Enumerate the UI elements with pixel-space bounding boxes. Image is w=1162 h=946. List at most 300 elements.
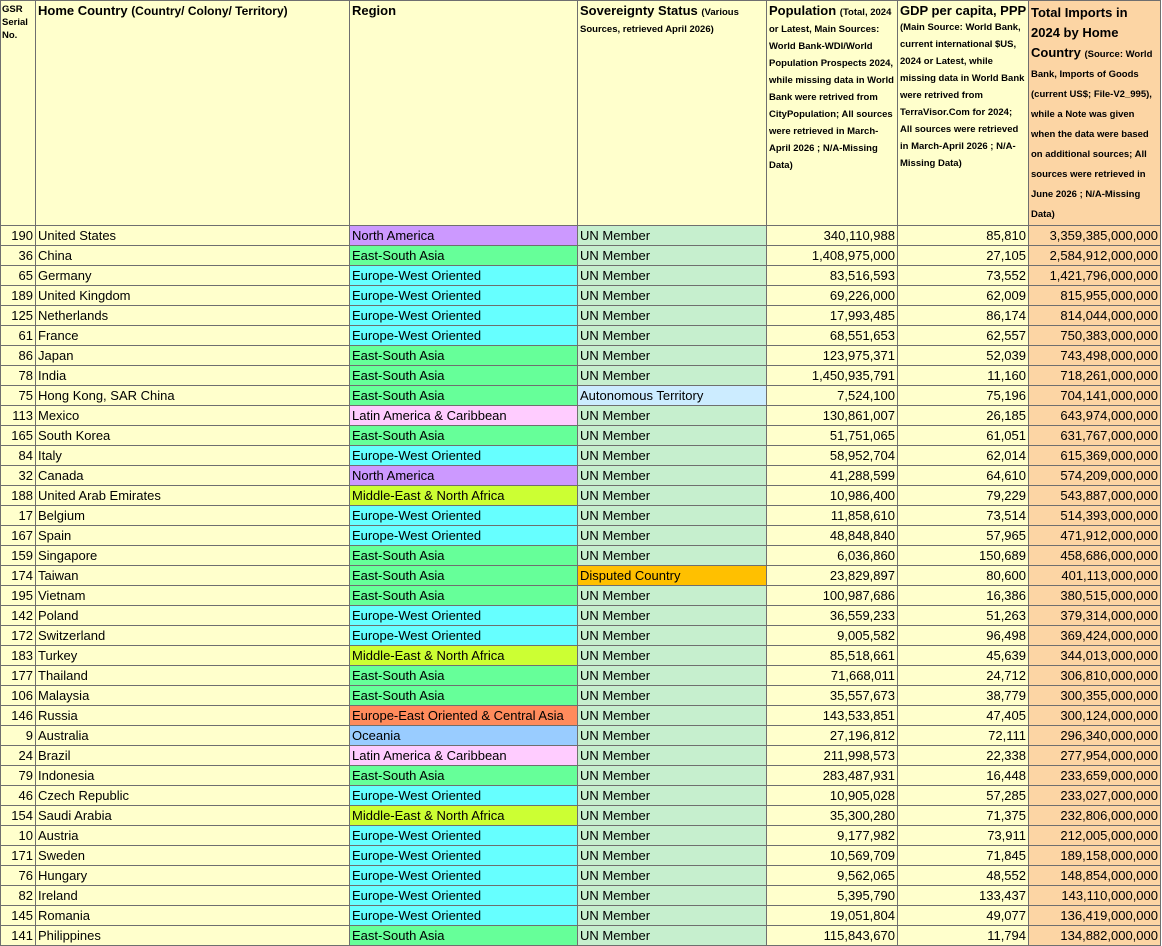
cell-imports[interactable]: 300,355,000,000 (1029, 686, 1161, 706)
cell-country[interactable]: Hong Kong, SAR China (36, 386, 350, 406)
header-country-title: Home Country (38, 3, 128, 18)
cell-gsr[interactable]: 146 (1, 706, 36, 726)
cell-imports[interactable]: 306,810,000,000 (1029, 666, 1161, 686)
cell-population[interactable]: 27,196,812 (767, 726, 898, 746)
cell-gdp[interactable]: 62,014 (898, 446, 1029, 466)
cell-region[interactable]: Oceania (350, 726, 578, 746)
cell-country[interactable]: Japan (36, 346, 350, 366)
table-row[interactable] (1, 846, 1161, 866)
cell-status[interactable]: Disputed Country (578, 566, 767, 586)
cell-population[interactable]: 35,300,280 (767, 806, 898, 826)
cell-gdp[interactable]: 48,552 (898, 866, 1029, 886)
cell-imports[interactable]: 380,515,000,000 (1029, 586, 1161, 606)
cell-gsr[interactable]: 165 (1, 426, 36, 446)
header-region[interactable] (350, 1, 578, 226)
cell-population[interactable]: 69,226,000 (767, 286, 898, 306)
cell-region[interactable]: East-South Asia (350, 586, 578, 606)
cell-imports[interactable]: 815,955,000,000 (1029, 286, 1161, 306)
cell-imports[interactable]: 233,027,000,000 (1029, 786, 1161, 806)
cell-imports[interactable]: 134,882,000,000 (1029, 926, 1161, 946)
cell-gdp[interactable]: 47,405 (898, 706, 1029, 726)
cell-gsr[interactable]: 183 (1, 646, 36, 666)
cell-gdp[interactable]: 86,174 (898, 306, 1029, 326)
header-sovereignty[interactable] (578, 1, 767, 226)
header-country[interactable] (36, 1, 350, 226)
table-row[interactable] (1, 786, 1161, 806)
cell-gdp[interactable]: 38,779 (898, 686, 1029, 706)
table-row[interactable] (1, 546, 1161, 566)
cell-region[interactable]: East-South Asia (350, 546, 578, 566)
cell-region[interactable]: Europe-West Oriented (350, 526, 578, 546)
cell-region[interactable]: East-South Asia (350, 566, 578, 586)
cell-country[interactable]: Thailand (36, 666, 350, 686)
cell-gdp[interactable]: 71,375 (898, 806, 1029, 826)
cell-imports[interactable]: 1,421,796,000,000 (1029, 266, 1161, 286)
cell-country[interactable]: Hungary (36, 866, 350, 886)
cell-imports[interactable]: 369,424,000,000 (1029, 626, 1161, 646)
cell-status[interactable]: UN Member (578, 546, 767, 566)
cell-region[interactable]: East-South Asia (350, 366, 578, 386)
cell-gsr[interactable]: 172 (1, 626, 36, 646)
header-population[interactable] (767, 1, 898, 226)
table-row[interactable] (1, 506, 1161, 526)
cell-country[interactable]: United States (36, 226, 350, 246)
cell-gsr[interactable]: 106 (1, 686, 36, 706)
cell-imports[interactable]: 344,013,000,000 (1029, 646, 1161, 666)
cell-gdp[interactable]: 62,557 (898, 326, 1029, 346)
cell-population[interactable]: 85,518,661 (767, 646, 898, 666)
table-row[interactable] (1, 906, 1161, 926)
cell-status[interactable]: UN Member (578, 306, 767, 326)
cell-gdp[interactable]: 75,196 (898, 386, 1029, 406)
table-row[interactable] (1, 526, 1161, 546)
cell-imports[interactable]: 631,767,000,000 (1029, 426, 1161, 446)
cell-country[interactable]: Germany (36, 266, 350, 286)
header-region-title: Region (352, 3, 397, 18)
table-row[interactable] (1, 226, 1161, 246)
cell-region[interactable]: Europe-West Oriented (350, 886, 578, 906)
cell-imports[interactable]: 143,110,000,000 (1029, 886, 1161, 906)
cell-country[interactable]: China (36, 246, 350, 266)
cell-population[interactable]: 35,557,673 (767, 686, 898, 706)
cell-imports[interactable]: 277,954,000,000 (1029, 746, 1161, 766)
table-row[interactable] (1, 246, 1161, 266)
cell-population[interactable]: 10,569,709 (767, 846, 898, 866)
cell-region[interactable]: East-South Asia (350, 926, 578, 946)
cell-region[interactable]: Europe-West Oriented (350, 446, 578, 466)
cell-gsr[interactable]: 32 (1, 466, 36, 486)
cell-population[interactable]: 130,861,007 (767, 406, 898, 426)
cell-region[interactable]: Europe-East Oriented & Central Asia (350, 706, 578, 726)
cell-population[interactable]: 9,177,982 (767, 826, 898, 846)
cell-status[interactable]: UN Member (578, 646, 767, 666)
cell-region[interactable]: Europe-West Oriented (350, 906, 578, 926)
cell-imports[interactable]: 401,113,000,000 (1029, 566, 1161, 586)
cell-region[interactable]: Europe-West Oriented (350, 326, 578, 346)
cell-gdp[interactable]: 71,845 (898, 846, 1029, 866)
cell-gsr[interactable]: 24 (1, 746, 36, 766)
cell-gsr[interactable]: 76 (1, 866, 36, 886)
cell-population[interactable]: 143,533,851 (767, 706, 898, 726)
cell-gsr[interactable]: 61 (1, 326, 36, 346)
cell-gsr[interactable]: 195 (1, 586, 36, 606)
cell-country[interactable]: Mexico (36, 406, 350, 426)
table-row[interactable] (1, 926, 1161, 946)
table-row[interactable] (1, 886, 1161, 906)
cell-gsr[interactable]: 171 (1, 846, 36, 866)
cell-gsr[interactable]: 65 (1, 266, 36, 286)
cell-region[interactable]: East-South Asia (350, 426, 578, 446)
cell-region[interactable]: East-South Asia (350, 246, 578, 266)
cell-country[interactable]: Netherlands (36, 306, 350, 326)
cell-imports[interactable]: 300,124,000,000 (1029, 706, 1161, 726)
cell-region[interactable]: Europe-West Oriented (350, 786, 578, 806)
cell-gdp[interactable]: 22,338 (898, 746, 1029, 766)
cell-country[interactable]: Ireland (36, 886, 350, 906)
table-row[interactable] (1, 646, 1161, 666)
cell-imports[interactable]: 750,383,000,000 (1029, 326, 1161, 346)
cell-status[interactable]: UN Member (578, 446, 767, 466)
cell-population[interactable]: 10,986,400 (767, 486, 898, 506)
cell-gsr[interactable]: 10 (1, 826, 36, 846)
cell-gdp[interactable]: 26,185 (898, 406, 1029, 426)
cell-imports[interactable]: 189,158,000,000 (1029, 846, 1161, 866)
table-row[interactable] (1, 266, 1161, 286)
table-row[interactable] (1, 426, 1161, 446)
table-row[interactable] (1, 386, 1161, 406)
cell-population[interactable]: 36,559,233 (767, 606, 898, 626)
cell-population[interactable]: 10,905,028 (767, 786, 898, 806)
cell-gsr[interactable]: 113 (1, 406, 36, 426)
cell-country[interactable]: South Korea (36, 426, 350, 446)
header-imports[interactable] (1029, 1, 1161, 226)
cell-country[interactable]: Italy (36, 446, 350, 466)
cell-gsr[interactable]: 125 (1, 306, 36, 326)
cell-gdp[interactable]: 45,639 (898, 646, 1029, 666)
table-row[interactable] (1, 866, 1161, 886)
table-row[interactable] (1, 346, 1161, 366)
cell-gdp[interactable]: 11,794 (898, 926, 1029, 946)
table-row[interactable] (1, 826, 1161, 846)
cell-gsr[interactable]: 82 (1, 886, 36, 906)
cell-population[interactable]: 7,524,100 (767, 386, 898, 406)
cell-gsr[interactable]: 159 (1, 546, 36, 566)
cell-region[interactable]: Europe-West Oriented (350, 626, 578, 646)
cell-country[interactable]: Brazil (36, 746, 350, 766)
cell-population[interactable]: 71,668,011 (767, 666, 898, 686)
cell-country[interactable]: Czech Republic (36, 786, 350, 806)
cell-imports[interactable]: 471,912,000,000 (1029, 526, 1161, 546)
cell-country[interactable]: Vietnam (36, 586, 350, 606)
cell-population[interactable]: 100,987,686 (767, 586, 898, 606)
cell-status[interactable]: UN Member (578, 626, 767, 646)
cell-gsr[interactable]: 167 (1, 526, 36, 546)
cell-country[interactable]: Poland (36, 606, 350, 626)
table-row[interactable] (1, 566, 1161, 586)
cell-status[interactable]: UN Member (578, 806, 767, 826)
cell-region[interactable]: Europe-West Oriented (350, 506, 578, 526)
cell-region[interactable]: Latin America & Caribbean (350, 746, 578, 766)
cell-status[interactable]: UN Member (578, 326, 767, 346)
cell-gdp[interactable]: 72,111 (898, 726, 1029, 746)
cell-imports[interactable]: 296,340,000,000 (1029, 726, 1161, 746)
cell-status[interactable]: UN Member (578, 666, 767, 686)
cell-population[interactable]: 115,843,670 (767, 926, 898, 946)
cell-region[interactable]: Europe-West Oriented (350, 606, 578, 626)
cell-imports[interactable]: 3,359,385,000,000 (1029, 226, 1161, 246)
cell-region[interactable]: Europe-West Oriented (350, 866, 578, 886)
cell-status[interactable]: UN Member (578, 766, 767, 786)
cell-country[interactable]: Russia (36, 706, 350, 726)
cell-gdp[interactable]: 61,051 (898, 426, 1029, 446)
cell-status[interactable]: UN Member (578, 466, 767, 486)
cell-status[interactable]: UN Member (578, 406, 767, 426)
cell-gsr[interactable]: 174 (1, 566, 36, 586)
cell-gdp[interactable]: 73,514 (898, 506, 1029, 526)
cell-gsr[interactable]: 141 (1, 926, 36, 946)
cell-country[interactable]: Sweden (36, 846, 350, 866)
table-row[interactable] (1, 746, 1161, 766)
cell-gsr[interactable]: 17 (1, 506, 36, 526)
cell-population[interactable]: 1,408,975,000 (767, 246, 898, 266)
cell-gsr[interactable]: 78 (1, 366, 36, 386)
cell-status[interactable]: UN Member (578, 226, 767, 246)
cell-region[interactable]: East-South Asia (350, 666, 578, 686)
cell-region[interactable]: Europe-West Oriented (350, 266, 578, 286)
cell-imports[interactable]: 233,659,000,000 (1029, 766, 1161, 786)
cell-region[interactable]: East-South Asia (350, 346, 578, 366)
cell-imports[interactable]: 615,369,000,000 (1029, 446, 1161, 466)
table-row[interactable] (1, 286, 1161, 306)
cell-country[interactable]: Saudi Arabia (36, 806, 350, 826)
table-row[interactable] (1, 326, 1161, 346)
cell-country[interactable]: United Kingdom (36, 286, 350, 306)
cell-status[interactable]: UN Member (578, 706, 767, 726)
table-row[interactable] (1, 706, 1161, 726)
cell-country[interactable]: Philippines (36, 926, 350, 946)
cell-status[interactable]: UN Member (578, 586, 767, 606)
cell-region[interactable]: Europe-West Oriented (350, 286, 578, 306)
table-row[interactable] (1, 686, 1161, 706)
cell-country[interactable]: United Arab Emirates (36, 486, 350, 506)
cell-population[interactable]: 41,288,599 (767, 466, 898, 486)
table-header (1, 1, 1161, 226)
cell-status[interactable]: UN Member (578, 686, 767, 706)
cell-gdp[interactable]: 73,552 (898, 266, 1029, 286)
cell-gsr[interactable]: 177 (1, 666, 36, 686)
cell-region[interactable]: Middle-East & North Africa (350, 806, 578, 826)
table-row[interactable] (1, 366, 1161, 386)
table-row[interactable] (1, 626, 1161, 646)
header-gsr[interactable] (1, 1, 36, 226)
cell-imports[interactable]: 718,261,000,000 (1029, 366, 1161, 386)
cell-population[interactable]: 51,751,065 (767, 426, 898, 446)
table-row[interactable] (1, 306, 1161, 326)
cell-gsr[interactable]: 75 (1, 386, 36, 406)
cell-region[interactable]: East-South Asia (350, 766, 578, 786)
cell-imports[interactable]: 232,806,000,000 (1029, 806, 1161, 826)
cell-gdp[interactable]: 62,009 (898, 286, 1029, 306)
cell-status[interactable]: UN Member (578, 786, 767, 806)
cell-status[interactable]: UN Member (578, 526, 767, 546)
table-row[interactable] (1, 466, 1161, 486)
cell-imports[interactable]: 814,044,000,000 (1029, 306, 1161, 326)
cell-gdp[interactable]: 150,689 (898, 546, 1029, 566)
cell-gdp[interactable]: 79,229 (898, 486, 1029, 506)
cell-gsr[interactable]: 36 (1, 246, 36, 266)
table-row[interactable] (1, 406, 1161, 426)
cell-imports[interactable]: 379,314,000,000 (1029, 606, 1161, 626)
cell-gsr[interactable]: 154 (1, 806, 36, 826)
table-row[interactable] (1, 666, 1161, 686)
cell-status[interactable]: UN Member (578, 606, 767, 626)
cell-region[interactable]: East-South Asia (350, 686, 578, 706)
cell-country[interactable]: France (36, 326, 350, 346)
cell-gdp[interactable]: 49,077 (898, 906, 1029, 926)
cell-gdp[interactable]: 27,105 (898, 246, 1029, 266)
cell-population[interactable]: 211,998,573 (767, 746, 898, 766)
cell-status[interactable]: UN Member (578, 826, 767, 846)
cell-gdp[interactable]: 73,911 (898, 826, 1029, 846)
cell-region[interactable]: North America (350, 466, 578, 486)
cell-status[interactable]: UN Member (578, 366, 767, 386)
cell-country[interactable]: Romania (36, 906, 350, 926)
cell-region[interactable]: Europe-West Oriented (350, 846, 578, 866)
cell-region[interactable]: Middle-East & North Africa (350, 646, 578, 666)
cell-status[interactable]: UN Member (578, 426, 767, 446)
cell-status[interactable]: UN Member (578, 886, 767, 906)
cell-population[interactable]: 83,516,593 (767, 266, 898, 286)
cell-status[interactable]: UN Member (578, 926, 767, 946)
cell-gdp[interactable]: 16,448 (898, 766, 1029, 786)
table-row[interactable] (1, 486, 1161, 506)
cell-population[interactable]: 6,036,860 (767, 546, 898, 566)
cell-gdp[interactable]: 51,263 (898, 606, 1029, 626)
cell-status[interactable]: UN Member (578, 506, 767, 526)
header-gdp[interactable] (898, 1, 1029, 226)
cell-status[interactable]: UN Member (578, 726, 767, 746)
cell-gsr[interactable]: 86 (1, 346, 36, 366)
cell-gsr[interactable]: 145 (1, 906, 36, 926)
cell-gsr[interactable]: 142 (1, 606, 36, 626)
cell-population[interactable]: 9,562,065 (767, 866, 898, 886)
cell-population[interactable]: 340,110,988 (767, 226, 898, 246)
cell-gdp[interactable]: 16,386 (898, 586, 1029, 606)
cell-region[interactable]: Latin America & Caribbean (350, 406, 578, 426)
cell-region[interactable]: Europe-West Oriented (350, 306, 578, 326)
table-row[interactable] (1, 586, 1161, 606)
cell-country[interactable]: Australia (36, 726, 350, 746)
cell-imports[interactable]: 514,393,000,000 (1029, 506, 1161, 526)
cell-imports[interactable]: 136,419,000,000 (1029, 906, 1161, 926)
cell-imports[interactable]: 2,584,912,000,000 (1029, 246, 1161, 266)
cell-gsr[interactable]: 9 (1, 726, 36, 746)
cell-gdp[interactable]: 57,965 (898, 526, 1029, 546)
cell-gdp[interactable]: 24,712 (898, 666, 1029, 686)
cell-country[interactable]: Singapore (36, 546, 350, 566)
header-population-subtitle: (Total, 2024 or Latest, Main Sources: World Bank-WDI/World Population Prospects 2024, while missing data in World Bank were retrived from CityPopulation; All sources were retrieved in March-April 2026 ; N/A-Missing Data) (769, 7, 894, 171)
cell-population[interactable]: 58,952,704 (767, 446, 898, 466)
header-population-title: Population (769, 3, 837, 18)
cell-status[interactable]: UN Member (578, 266, 767, 286)
cell-region[interactable]: North America (350, 226, 578, 246)
cell-gsr[interactable]: 189 (1, 286, 36, 306)
cell-imports[interactable]: 743,498,000,000 (1029, 346, 1161, 366)
cell-population[interactable]: 5,395,790 (767, 886, 898, 906)
cell-status[interactable]: UN Member (578, 246, 767, 266)
cell-population[interactable]: 283,487,931 (767, 766, 898, 786)
cell-gdp[interactable]: 80,600 (898, 566, 1029, 586)
cell-imports[interactable]: 212,005,000,000 (1029, 826, 1161, 846)
cell-country[interactable]: Indonesia (36, 766, 350, 786)
table-row[interactable] (1, 606, 1161, 626)
cell-population[interactable]: 123,975,371 (767, 346, 898, 366)
cell-gsr[interactable]: 190 (1, 226, 36, 246)
cell-country[interactable]: Canada (36, 466, 350, 486)
cell-status[interactable]: UN Member (578, 866, 767, 886)
cell-status[interactable]: UN Member (578, 846, 767, 866)
cell-population[interactable]: 1,450,935,791 (767, 366, 898, 386)
cell-country[interactable]: Spain (36, 526, 350, 546)
cell-population[interactable]: 23,829,897 (767, 566, 898, 586)
cell-country[interactable]: Belgium (36, 506, 350, 526)
cell-gsr[interactable]: 188 (1, 486, 36, 506)
cell-region[interactable]: Middle-East & North Africa (350, 486, 578, 506)
cell-population[interactable]: 17,993,485 (767, 306, 898, 326)
cell-status[interactable]: UN Member (578, 746, 767, 766)
cell-gdp[interactable]: 57,285 (898, 786, 1029, 806)
cell-region[interactable]: Europe-West Oriented (350, 826, 578, 846)
cell-population[interactable]: 11,858,610 (767, 506, 898, 526)
cell-imports[interactable]: 643,974,000,000 (1029, 406, 1161, 426)
cell-imports[interactable]: 543,887,000,000 (1029, 486, 1161, 506)
cell-country[interactable]: Malaysia (36, 686, 350, 706)
cell-status[interactable]: Autonomous Territory (578, 386, 767, 406)
cell-imports[interactable]: 458,686,000,000 (1029, 546, 1161, 566)
cell-country[interactable]: India (36, 366, 350, 386)
cell-status[interactable]: UN Member (578, 346, 767, 366)
table-row[interactable] (1, 446, 1161, 466)
cell-gsr[interactable]: 79 (1, 766, 36, 786)
cell-gdp[interactable]: 96,498 (898, 626, 1029, 646)
cell-status[interactable]: UN Member (578, 486, 767, 506)
cell-status[interactable]: UN Member (578, 906, 767, 926)
table-row[interactable] (1, 806, 1161, 826)
cell-region[interactable]: East-South Asia (350, 386, 578, 406)
cell-gsr[interactable]: 46 (1, 786, 36, 806)
cell-country[interactable]: Switzerland (36, 626, 350, 646)
cell-population[interactable]: 68,551,653 (767, 326, 898, 346)
cell-country[interactable]: Austria (36, 826, 350, 846)
cell-population[interactable]: 48,848,840 (767, 526, 898, 546)
table-row[interactable] (1, 766, 1161, 786)
cell-imports[interactable]: 574,209,000,000 (1029, 466, 1161, 486)
cell-status[interactable]: UN Member (578, 286, 767, 306)
table-row[interactable] (1, 726, 1161, 746)
cell-gdp[interactable]: 11,160 (898, 366, 1029, 386)
cell-gdp[interactable]: 64,610 (898, 466, 1029, 486)
cell-gdp[interactable]: 52,039 (898, 346, 1029, 366)
cell-gdp[interactable]: 85,810 (898, 226, 1029, 246)
cell-country[interactable]: Taiwan (36, 566, 350, 586)
cell-country[interactable]: Turkey (36, 646, 350, 666)
cell-population[interactable]: 9,005,582 (767, 626, 898, 646)
cell-imports[interactable]: 704,141,000,000 (1029, 386, 1161, 406)
cell-imports[interactable]: 148,854,000,000 (1029, 866, 1161, 886)
cell-gsr[interactable]: 84 (1, 446, 36, 466)
cell-population[interactable]: 19,051,804 (767, 906, 898, 926)
cell-gdp[interactable]: 133,437 (898, 886, 1029, 906)
